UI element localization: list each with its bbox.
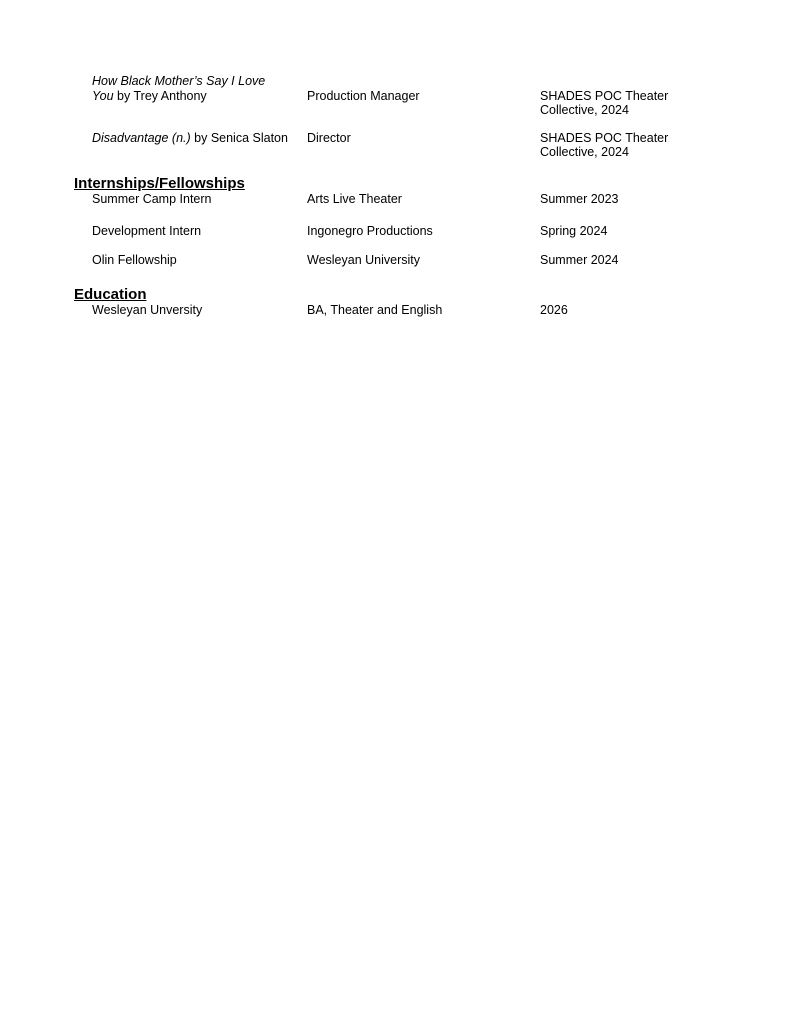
production-title-2: Disadvantage (n.) by Senica Slaton xyxy=(92,131,288,145)
production-title-1-line1: How Black Mother’s Say I Love xyxy=(92,74,266,88)
internship-org-3: Wesleyan University xyxy=(307,253,421,267)
production-org-2-line1: SHADES POC Theater xyxy=(540,131,669,145)
production-org-2-line2: Collective, 2024 xyxy=(540,145,629,159)
internship-title-1: Summer Camp Intern xyxy=(92,192,212,206)
internship-date-2: Spring 2024 xyxy=(540,224,608,238)
production-role-2: Director xyxy=(307,131,351,145)
internship-title-2: Development Intern xyxy=(92,224,202,238)
production-byline-2: by Senica Slaton xyxy=(190,131,288,145)
internship-org-2: Ingonegro Productions xyxy=(307,224,433,238)
production-title-1-line2: You by Trey Anthony xyxy=(92,89,207,103)
production-role-1: Production Manager xyxy=(307,89,420,103)
production-byline-1: by Trey Anthony xyxy=(113,89,207,103)
education-heading: Education xyxy=(74,286,147,303)
production-org-1-line2: Collective, 2024 xyxy=(540,103,629,117)
education-school-1: Wesleyan Unversity xyxy=(92,303,203,317)
internships-heading: Internships/Fellowships xyxy=(74,175,245,192)
education-year-1: 2026 xyxy=(540,303,568,317)
production-org-1-line1: SHADES POC Theater xyxy=(540,89,669,103)
education-degree-1: BA, Theater and English xyxy=(307,303,443,317)
internship-date-3: Summer 2024 xyxy=(540,253,619,267)
internship-org-1: Arts Live Theater xyxy=(307,192,402,206)
internship-date-1: Summer 2023 xyxy=(540,192,619,206)
internship-title-3: Olin Fellowship xyxy=(92,253,177,267)
